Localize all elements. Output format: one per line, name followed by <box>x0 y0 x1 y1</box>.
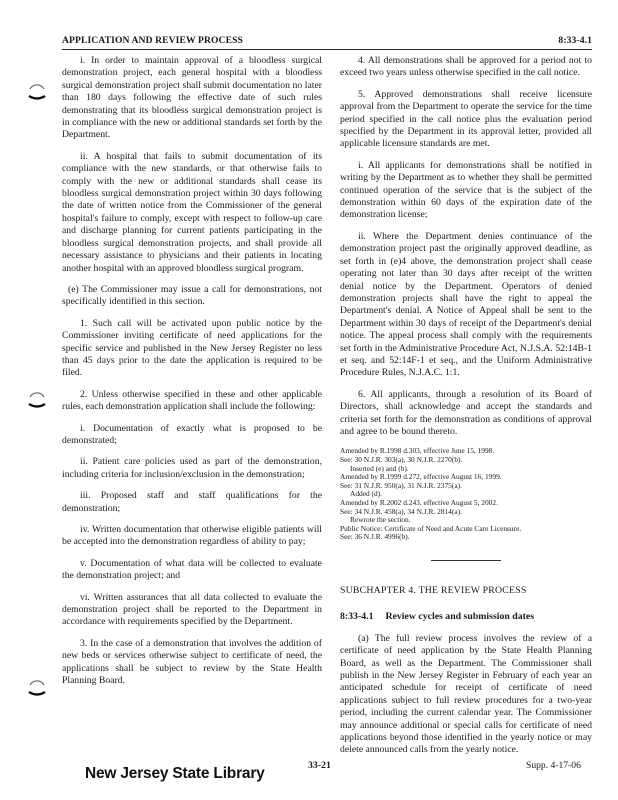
paragraph: v. Documentation of what data will be collected to evaluate the demonstration project; and <box>62 557 322 582</box>
history-note: Public Notice: Certificate of Need and Acute Care Licensure. <box>340 523 522 533</box>
paragraph: (a) The full review process involves the review of a certificate of need application by the State Health Planning Board, as well as the Department. The Commissioner shall publish in the New Jersey Register in February of each year an anticipated schedule for receipt of certificate of need applications subject to full review procedures for a two-year period, including the current calendar year. The Commissioner may announce additional or special calls for certificate of need applications beyond those identified in the yearly notice or may delete announced calls from the yearly notice. <box>340 632 592 756</box>
subchapter-title: SUBCHAPTER 4. THE REVIEW PROCESS <box>340 584 527 596</box>
right-column <box>340 55 592 766</box>
history-note: Rewrote the section. <box>350 515 411 525</box>
history-note: See: 36 N.J.R. 4996(b). <box>340 532 410 542</box>
paragraph: 3. In the case of a demonstration that involves the addition of new beds or services otherwise subject to certificate of need, the applications shall be subject to review by the State Health Planning Board. <box>62 637 322 687</box>
history-note: Amended by R.2002 d.243, effective August 5, 2002. <box>340 497 498 507</box>
paragraph: i. All applicants for demonstrations shall be notified in writing by the Department as to whether they shall be permitted continued operation of the service that is the subject of the demonstration within 60 days of the expiration date of the demonstration license; <box>340 159 592 221</box>
paragraph: 6. All applicants, through a resolution of its Board of Directors, shall acknowledge and accept the standards and criteria set forth for the demonstration as conditions of approval and agree to be bound thereto. <box>340 388 592 437</box>
section-number: 8:33-4.1 <box>340 611 374 623</box>
paragraph: iv. Written documentation that otherwise eligible patients will be accepted into the demonstration regardless of ability to pay; <box>62 524 322 548</box>
history-note: Added (d). <box>350 489 383 499</box>
paragraph: 5. Approved demonstrations shall receive licensure approval from the Department to operate the service for the time period specified in the call notice plus the evaluation period specified by the Department in its approval letter, provided all applicable licensure standards are met. <box>340 88 592 150</box>
paragraph: 4. All demonstrations shall be approved for a period not to exceed two years unless otherwise specified in the call notice. <box>340 55 592 79</box>
header-section-ref: 8:33-4.1 <box>558 35 592 46</box>
paragraph: ii. A hospital that fails to submit documentation of its compliance with the new standards, or that otherwise fails to comply with the new or additional standards shall cease its bloodless surgical demonstration project within 30 days following the date of written notice from the Commissioner of the general hospital's failure to comply, except with respect to follow-up care and discharge planning for current patients participating in the bloodless surgical demonstration projects, and shall provide all necessary assistance to physicians and their patients in locating another hospital with an approved bloodless surgical program. <box>62 150 322 274</box>
history-note: Amended by R.1998 d.303, effective June 15, 1998. <box>340 446 495 456</box>
left-column <box>62 55 322 696</box>
history-note: See: 34 N.J.R. 458(a), 34 N.J.R. 2814(a). <box>340 506 462 516</box>
paragraph: i. Documentation of exactly what is proposed to be demonstrated; <box>62 422 322 446</box>
library-logo: New Jersey State Library <box>85 765 265 782</box>
header-title: APPLICATION AND REVIEW PROCESS <box>62 35 243 46</box>
history-note: See: 31 N.J.R. 950(a), 31 N.J.R. 2375(a). <box>340 480 462 490</box>
divider <box>431 560 501 561</box>
paragraph: (e) The Commissioner may issue a call for demonstrations, not specifically identified in this section. <box>62 283 322 308</box>
paragraph: 2. Unless otherwise specified in these and other applicable rules, each demonstration application shall include the following: <box>62 388 322 413</box>
binder-hole-icon <box>26 80 48 102</box>
section-title: Review cycles and submission dates <box>385 611 535 623</box>
history-notes <box>340 447 592 542</box>
paragraph: i. In order to maintain approval of a bloodless surgical demonstration project, each general hospital with a bloodless surgical demonstration project shall submit documentation no later than 180 days following the effective date of such rules demonstrating that its bloodless surgical demonstration project is in compliance with the new or additional standards set forth by the Department. <box>62 55 322 141</box>
history-note: Inserted (e) and (b). <box>350 463 409 473</box>
paragraph: ii. Patient care policies used as part of the demonstration, including criteria for inclusion/exclusion in the demonstration; <box>62 456 322 480</box>
section-heading <box>340 611 592 623</box>
history-note: Amended by R.1999 d.272, effective August 16, 1999. <box>340 472 502 482</box>
history-note: See: 30 N.J.R. 303(a), 30 N.J.R. 2270(b). <box>340 454 463 464</box>
binder-hole-icon <box>26 676 48 698</box>
paragraph: ii. Where the Department denies continuance of the demonstration project past the originally approved deadline, as set forth in (e)4 above, the demonstration project shall cease operating not later than 30 days after receipt of the written denial notice by the Department. Operators of denied demonstration projects shall have the right to appeal the Department's denial. A Notice of Appeal shall be sent to the Department within 30 days of receipt of the Department's denial notice. The appeal process shall comply with the requirements set forth in the Administrative Procedure Act, N.J.S.A. 52:14B-1 et seq. and 52:14F-1 et seq., and the Uniform Administrative Procedure Rules, N.J.A.C. 1:1. <box>340 230 592 379</box>
supplement-date: Supp. 4-17-06 <box>526 760 581 771</box>
binder-hole-icon <box>26 388 48 410</box>
running-header <box>62 33 592 50</box>
page-number: 33-21 <box>308 760 331 771</box>
paragraph: vi. Written assurances that all data collected to evaluate the demonstration project shall be reported to the Department in accordance with requirements specified by the Department. <box>62 591 322 628</box>
paragraph: 1. Such call will be activated upon public notice by the Commissioner inviting certificate of need applications for the specific service and published in the New Jersey Register no less than 45 days prior to the date the application is required to be filed. <box>62 317 322 379</box>
paragraph: iii. Proposed staff and staff qualifications for the demonstration; <box>62 490 322 514</box>
